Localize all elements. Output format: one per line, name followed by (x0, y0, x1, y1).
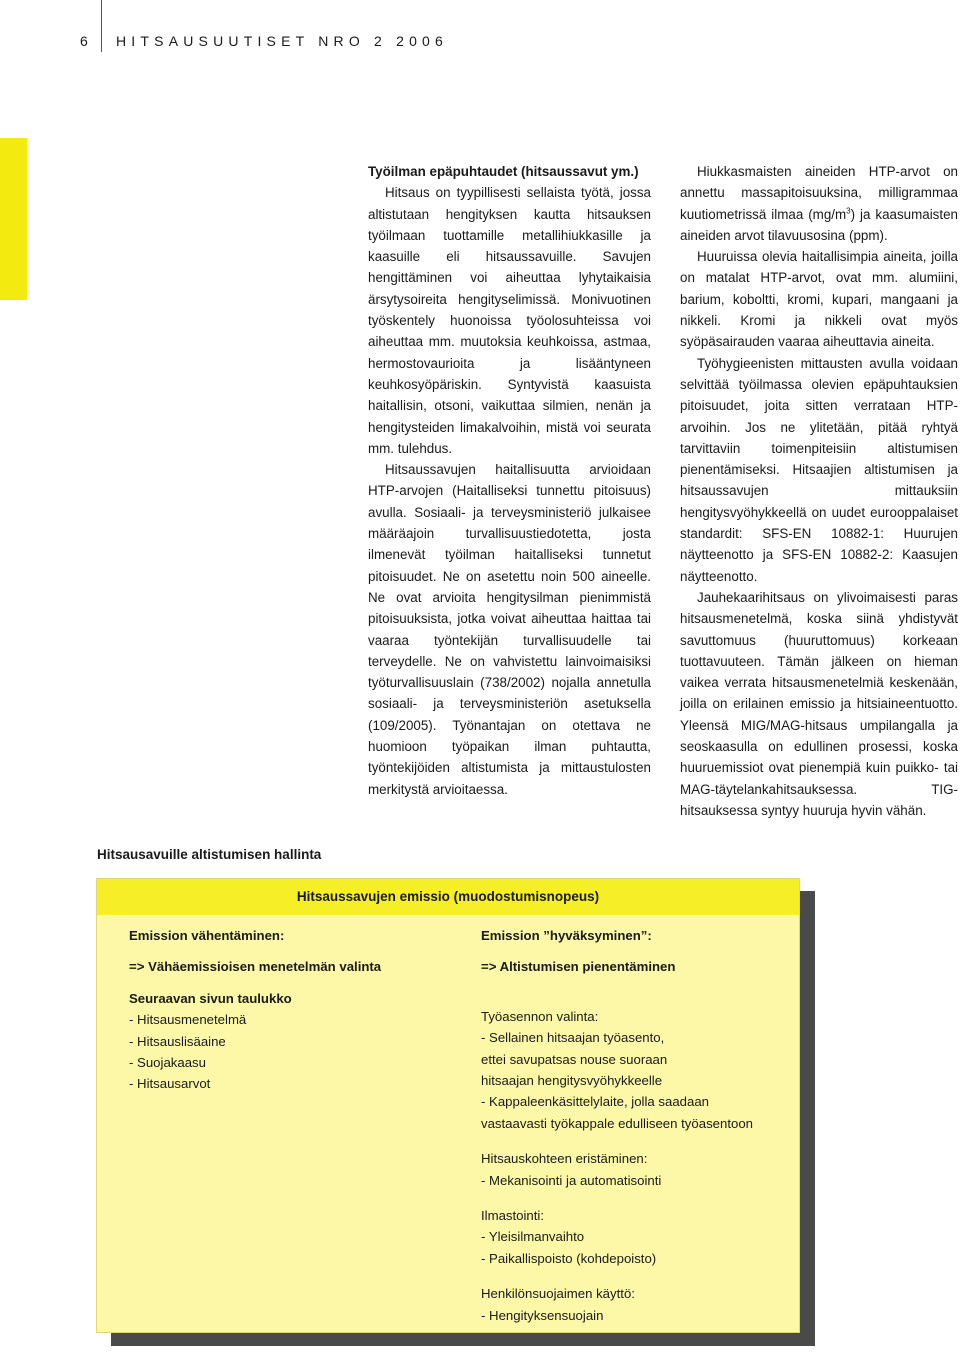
list-item: ettei savupatsas nouse suoraan (481, 1051, 668, 1067)
list-item: - Hitsauslisäaine (129, 1033, 226, 1049)
article-paragraph: Jauhekaarihitsaus on ylivoimaisesti paras hitsausmenetelmä, koska siinä yhdistyvät savuttomuus (huuruttomuus) korkeaan tuottavuuteen. Tämän jälkeen on hieman vaikea verrata hitsausmenetelmiä keskenään, joilla on erilainen emissio ja hitsiaineentuotto. Yleensä MIG/MAG-hitsaus umpilangalla ja seoskaasulla on edullinen prosessi, koska huuruemissiot ovat pienempiä kuin puikko- tai MAG-täytelankahitsauksessa. TIG-hitsauksessa syntyy huuruja hyvin vähän. (680, 589, 958, 818)
article-paragraph: Hitsaussavujen haitallisuutta arvioidaan HTP-arvojen (Haitalliseksi tunnettu pitoisuus) avulla. Sosiaali- ja terveysministeriö julkaisee määräajoin turvallisuustiedotetta, josta ilmenevät työilman haitalliseksi tunnetut pitoisuudet. Ne on asetettu noin 500 aineelle. Ne ovat arvioita hengitysilman pienimmistä pitoisuuksista, jotka voivat aiheuttaa haittaa tai vaaraa työntekijän turvallisuudelle tai terveydelle. Ne on vahvistettu lainvoimaisiksi työturvallisuuslain (738/2002) nojalla annetulla sosiaali- ja terveysministeriön asetuksella (109/2005). Työnantajan on otettava ne huomioon työpaikan ilman puhtautta, työntekijöiden altistumista ja mittaustulosten merkitystä arvioitaessa. (368, 462, 651, 797)
list-item: - Hitsausmenetelmä (129, 1012, 247, 1028)
article-column-middle (368, 161, 651, 800)
list-item: - Paikallispoisto (kohdepoisto) (481, 1250, 657, 1266)
panel-heading: => Vähäemissioisen menetelmän valinta (129, 959, 382, 975)
article-heading: Työilman epäpuhtaudet (hitsaussavut ym.) (368, 164, 639, 179)
yellow-edge-tab (0, 138, 27, 300)
spacer (481, 1134, 791, 1148)
list-item: hitsaajan hengitysvyöhykkeelle (481, 1073, 663, 1089)
spacer (129, 978, 449, 988)
paragraph-text: ) ja kaasumaisten aineiden arvot tilavuusosina (ppm). (680, 206, 958, 243)
list-item: vastaavasti työkappale edulliseen työasentoon (481, 1115, 753, 1131)
info-panel (96, 878, 800, 1333)
list-item: - Suojakaasu (129, 1055, 206, 1071)
superscript: 3 (846, 206, 851, 216)
page-number: 6 (80, 33, 88, 49)
group-title: Hitsauskohteen eristäminen: (481, 1151, 648, 1167)
paragraph-text: Hiukkasmaisten aineiden HTP-arvot on annettu massapitoisuuksina, milligrammaa kuutiometrissä ilmaa (mg/m (680, 164, 958, 222)
header-divider (101, 0, 102, 52)
list-item: - Mekanisointi ja automatisointi (481, 1172, 662, 1188)
spacer (129, 946, 449, 956)
list-item: - Yleisilmanvaihto (481, 1229, 585, 1245)
article-paragraph: Huuruissa olevia haitallisimpia aineita, joilla on matalat HTP-arvot, ovat mm. alumiini, barium, koboltti, kromi, kupari, mangaani ja nikkeli. Kromi ja nikkeli ovat myös syöpäsairauden vaaraa aiheuttavia aineita. (680, 249, 958, 350)
spacer (481, 978, 791, 992)
article-column-right (680, 161, 958, 821)
group-title: Työasennon valinta: (481, 1008, 599, 1024)
panel-heading: Emission vähentäminen: (129, 928, 285, 943)
panel-heading: Seuraavan sivun taulukko (129, 990, 292, 1006)
panel-header: Hitsaussavujen emissio (muodostumisnopeus) (97, 879, 799, 915)
group-title: Ilmastointi: (481, 1208, 545, 1224)
panel-heading: => Altistumisen pienentäminen (481, 959, 676, 975)
spacer (481, 946, 791, 956)
panel-heading: Emission ”hyväksyminen”: (481, 928, 652, 943)
article-paragraph: Työhygieenisten mittausten avulla voidaan selvittää työilmassa olevien epäpuhtauksien pitoisuudet, joita sitten verrataan HTP-arvoihin. Jos ne ylitetään, pitää ryhtyä tarvittaviin toimenpiteisiin altistumisen pienentämiseksi. Hitsaajien altistumisen ja hitsaussavujen mittauksiin hengitysvyöhykkeellä on uudet eurooppalaiset standardit: SFS-EN 10882-1: Huurujen näytteenotto ja SFS-EN 10882-2: Kaasujen näytteenotto. (680, 355, 958, 584)
chart-title: Hitsausavuille altistumisen hallinta (97, 847, 322, 862)
article-paragraph (680, 161, 958, 246)
spacer (481, 992, 791, 1006)
group-title: Henkilönsuojaimen käyttö: (481, 1286, 635, 1302)
running-head: HITSAUSUUTISET NRO 2 2006 (116, 33, 449, 49)
list-item: - Hitsausarvot (129, 1076, 211, 1092)
panel-right-column (481, 925, 791, 1326)
spacer (481, 1269, 791, 1283)
list-item: - Hengityksensuojain (481, 1307, 604, 1323)
article-paragraph: Hitsaus on tyypillisesti sellaista työtä, jossa altistutaan hengityksen kautta hitsauksen työilmaan tuottamille metallihiukkasille ja kaasuille eli hitsaussavuille. Savujen hengittäminen voi aiheuttaa lyhytaikaisia ärsytysoireita hengityselimissä. Monivuotinen työskentely huonoissa työolosuhteissa voi aiheuttaa mm. muutoksia keuhkoissa, astmaa, hermostovaurioita ja lisääntyneen keuhkosyöpäriskin. Syntyvistä kaasuista haitallisin, otsoni, vaikuttaa silmien, nenän ja hengitysteiden limakalvoihin, mistä voi seurata mm. tulehdus. (368, 185, 651, 456)
list-item: - Sellainen hitsaajan työasento, (481, 1030, 665, 1046)
panel-left-column (129, 925, 449, 1095)
list-item: - Kappaleenkäsittelylaite, jolla saadaan (481, 1094, 709, 1110)
spacer (481, 1191, 791, 1205)
